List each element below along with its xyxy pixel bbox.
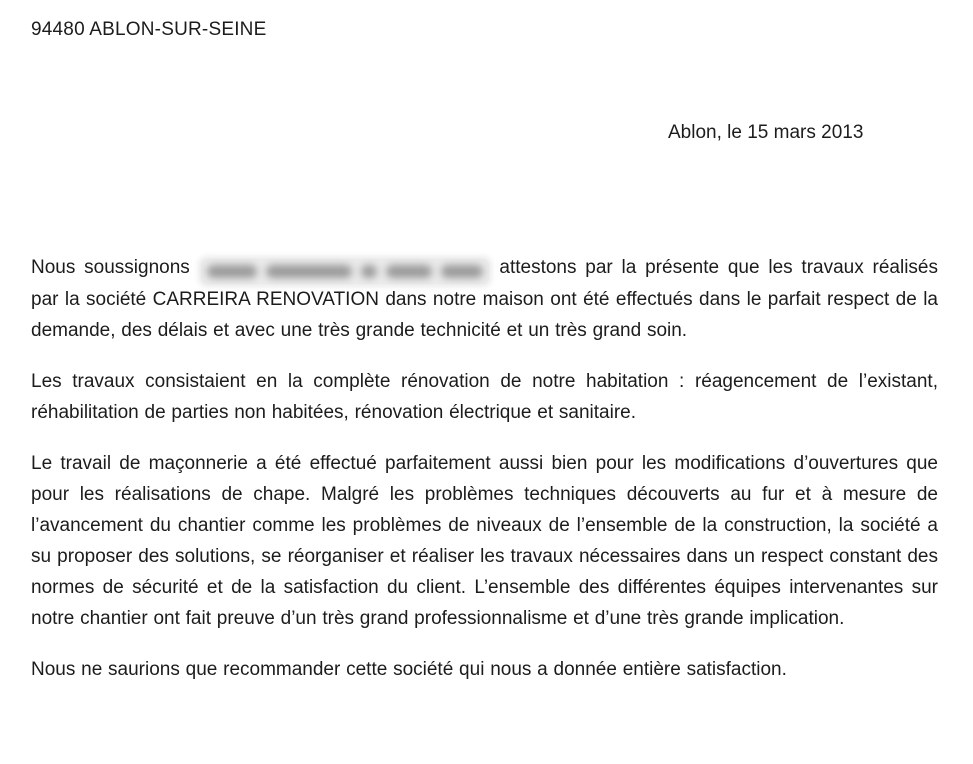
- date-row: [31, 121, 938, 145]
- sender-city-line: 94480 ABLON-SUR-SEINE: [31, 19, 267, 40]
- paragraph-attestation-prefix: Nous soussignons: [31, 257, 190, 278]
- date-line: Ablon, le 15 mars 2013: [668, 122, 864, 143]
- redacted-name: [201, 259, 489, 284]
- paragraph-maconnerie: Le travail de maçonnerie a été effectué parfaitement aussi bien pour les modifications d’ouvertures que pour les réalisations de chape. Malgré les problèmes techniques découverts au fur et à mesure de l’avancement du chantier comme les problèmes de niveaux de l’ensemble de la construction, la société a su proposer des solutions, se réorganiser et réaliser les travaux nécessaires dans un respect constant des normes de sécurité et de la satisfaction du client. L’ensemble des différentes équipes intervenantes sur notre chantier ont fait preuve d’un très grand professionnalisme et d’une très grande implication.: [31, 453, 938, 629]
- paragraph-attestation-suffix: attestons par la présente que les travaux réalisés par la société CARREIRA RENOVATION dans notre maison ont été effectués dans le parfait respect de la demande, des délais et avec une très grande technicité et un très grand soin.: [31, 257, 938, 341]
- paragraph-travaux: Les travaux consistaient en la complète rénovation de notre habitation : réagencement de l’existant, réhabilitation de parties non habitées, rénovation électrique et sanitaire.: [31, 371, 938, 423]
- paragraph-attestation: [31, 252, 938, 346]
- paragraph-recommandation: Nous ne saurions que recommander cette société qui nous a donnée entière satisfaction.: [31, 659, 787, 680]
